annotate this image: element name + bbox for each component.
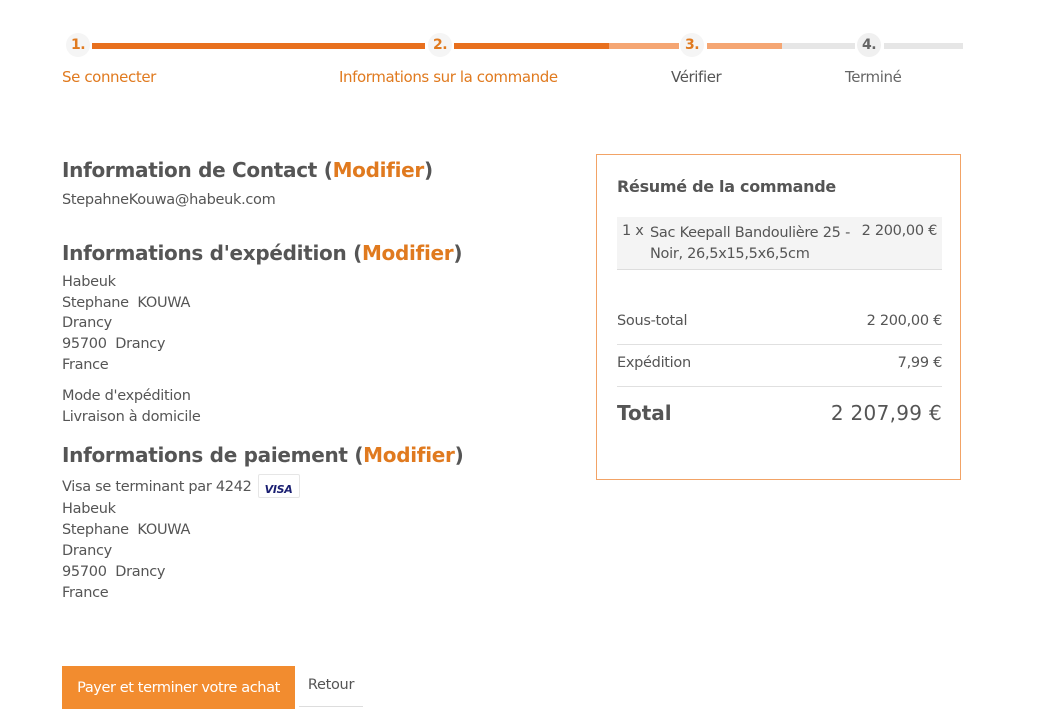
contact-title <box>62 154 562 186</box>
shipping-line: Stephane KOUWA <box>62 294 191 311</box>
order-summary <box>596 154 961 480</box>
shipping-method-value: Livraison à domicile <box>62 408 201 425</box>
billing-line: Stephane KOUWA <box>62 522 191 539</box>
shipping-address <box>62 272 562 376</box>
step-3-label: Vérifier <box>671 68 722 86</box>
contact-modify-link[interactable]: Modifier <box>332 158 424 182</box>
item-name: Sac Keepall Bandoulière 25 - Noir, 26,5x15,5x6,5cm <box>650 225 850 262</box>
progress-bar-2a <box>454 43 609 49</box>
progress-bar-2b <box>609 43 679 49</box>
shipping-modify-link[interactable]: Modifier <box>361 240 454 265</box>
item-quantity: 1 x <box>622 223 644 239</box>
progress-bar-4 <box>884 43 963 49</box>
step-4-number: 4. <box>857 33 881 57</box>
summary-title: Résumé de la commande <box>617 177 836 196</box>
step-1-label[interactable]: Se connecter <box>62 68 156 86</box>
contact-title-text: Information de Contact ( <box>62 158 333 182</box>
visa-icon <box>258 474 300 498</box>
subtotal-value: 2 200,00 € <box>866 313 942 329</box>
shipping-line: France <box>62 356 109 373</box>
visa-icon-text: VISA <box>264 483 293 497</box>
billing-line: France <box>62 584 109 601</box>
shipping-line: 95700 Drancy <box>62 336 166 353</box>
step-3-number: 3. <box>680 33 704 57</box>
billing-address <box>62 499 562 603</box>
shipping-title <box>62 237 562 269</box>
contact-email: StepahneKouwa@habeuk.com <box>62 192 276 208</box>
step-2-number: 2. <box>428 33 452 57</box>
billing-line: 95700 Drancy <box>62 563 166 580</box>
shipping-title-text: Informations d'expédition ( <box>62 240 362 265</box>
payment-title <box>62 439 562 471</box>
payment-card-text: Visa se terminant par 4242 <box>62 479 252 496</box>
shipping-title-close: ) <box>453 240 463 265</box>
subtotal-row <box>617 303 942 345</box>
payment-title-close: ) <box>454 443 464 468</box>
payment-modify-link[interactable]: Modifier <box>363 443 455 468</box>
progress-bar-3a <box>707 43 782 49</box>
total-label: Total <box>617 401 672 425</box>
checkout-progress <box>62 30 963 100</box>
shipping-line: Drancy <box>62 315 112 332</box>
progress-bar-1 <box>92 43 425 49</box>
item-price: 2 200,00 € <box>861 223 937 239</box>
total-row <box>617 395 942 435</box>
progress-bar-3b <box>782 43 855 49</box>
contact-title-close: ) <box>423 158 433 182</box>
checkout-details <box>62 154 562 603</box>
shipping-cost-value: 7,99 € <box>897 355 942 371</box>
subtotal-label: Sous-total <box>617 313 688 329</box>
pay-button[interactable]: Payer et terminer votre achat <box>62 666 295 709</box>
step-1-number: 1. <box>66 33 90 57</box>
shipping-cost-row <box>617 345 942 387</box>
back-link[interactable]: Retour <box>299 670 363 707</box>
summary-item-row <box>617 217 942 270</box>
shipping-method-label: Mode d'expédition <box>62 387 191 404</box>
shipping-cost-label: Expédition <box>617 355 691 371</box>
billing-line: Drancy <box>62 542 112 559</box>
payment-card <box>62 475 562 499</box>
shipping-line: Habeuk <box>62 273 116 290</box>
payment-title-text: Informations de paiement ( <box>62 443 364 468</box>
billing-line: Habeuk <box>62 501 116 518</box>
step-2-label[interactable]: Informations sur la commande <box>339 68 558 86</box>
total-value: 2 207,99 € <box>830 401 942 425</box>
shipping-method <box>62 386 562 428</box>
step-4-label: Terminé <box>845 68 902 86</box>
